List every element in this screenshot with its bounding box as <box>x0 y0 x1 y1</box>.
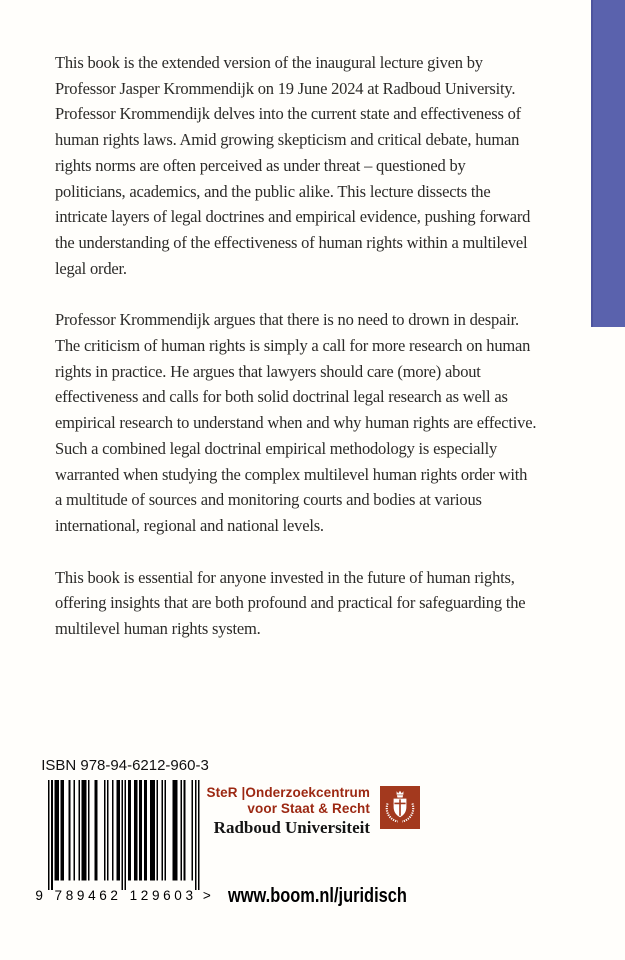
svg-text:6: 6 <box>163 887 171 903</box>
svg-text:6: 6 <box>99 887 107 903</box>
svg-text:1: 1 <box>129 887 138 903</box>
svg-text:2: 2 <box>110 887 118 903</box>
accent-stripe <box>591 0 625 327</box>
svg-text:>: > <box>202 887 211 903</box>
radboud-seal-icon <box>380 786 420 829</box>
isbn-number: ISBN 978-94-6212-960-3 <box>41 757 209 774</box>
svg-text:9: 9 <box>151 887 160 903</box>
publisher-website-url: www.boom.nl/juridisch <box>228 885 407 907</box>
svg-text:9: 9 <box>35 887 43 903</box>
svg-text:4: 4 <box>88 887 96 903</box>
radboud-universiteit-label: Radboud Universiteit <box>213 818 370 837</box>
svg-text:7: 7 <box>54 887 63 903</box>
blurb-text <box>55 50 537 668</box>
blurb-paragraph: Professor Krommendijk argues that there is no need to drown in despair. The criticism of human rights is simply a call for more research on human rights in practice. He argues that lawyers should care (more) about effectiveness and calls for both solid doctrinal legal research as well as empirical research to understand when and why human rights are effective. Such a combined legal doctrinal empirical methodology is especially warranted when studying the complex multilevel human rights order with a multitude of sources and monitoring courts and bodies at various international, regional and national levels. <box>55 310 537 535</box>
svg-text:9: 9 <box>76 887 85 903</box>
svg-text:2: 2 <box>140 887 149 903</box>
ster-logo-line2: voor Staat & Recht <box>247 801 370 816</box>
blurb-paragraph: This book is essential for anyone invested in the future of human rights, offering insights that are both profound and practical for safeguarding the multilevel human rights system. <box>55 567 526 639</box>
publisher-logo-block <box>180 785 370 837</box>
svg-text:8: 8 <box>65 887 74 903</box>
svg-text:0: 0 <box>174 887 182 903</box>
svg-text:3: 3 <box>185 887 194 903</box>
ster-logo-line1: SteR |Onderzoekcentrum <box>206 785 370 800</box>
blurb-paragraph: This book is the extended version of the inaugural lecture given by Professor Jasper Krommendijk on 19 June 2024 at Radboud University. Professor Krommendijk delves into the current state and effectiveness of human rights laws. Amid growing skepticism and critical debate, human rights norms are often perceived as under threat – questioned by politicians, academics, and the public alike. This lecture dissects the intricate layers of legal doctrines and empirical evidence, pushing forward the understanding of the effectiveness of human rights within a multilevel legal order. <box>55 53 531 278</box>
